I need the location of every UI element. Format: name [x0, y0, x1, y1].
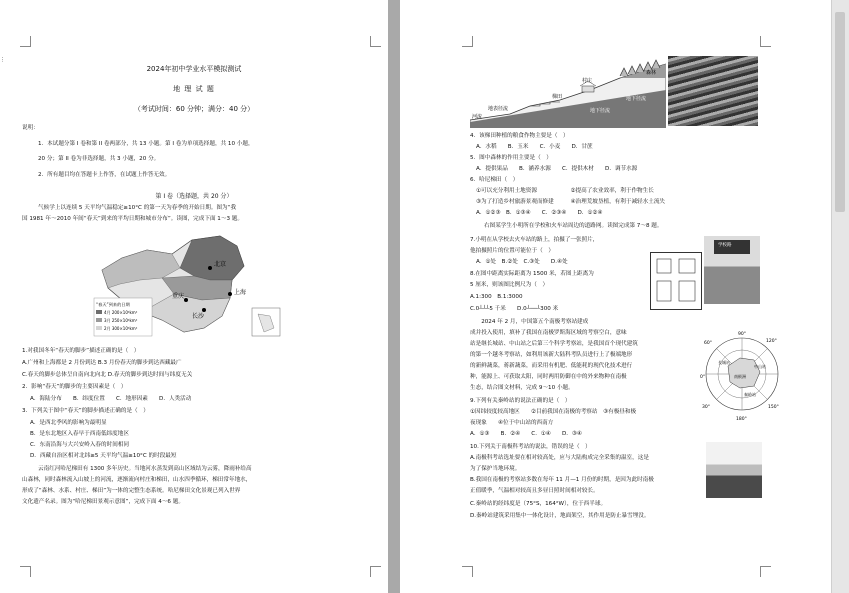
polar-label: 秦岭站 — [744, 392, 756, 397]
question-3-option-b: B．是东北地区入春早于西南低纬度地区 — [30, 431, 129, 437]
research-station-photo — [706, 442, 762, 498]
question-2: 2．影响“春天”的脚步的主要因素是（ ） — [22, 384, 127, 390]
map-label-beijing: 北京 — [214, 261, 227, 268]
intro-line: 气候学上以连续 5 天平均气温稳定≥10°C 的第一天为春季的开始日期。图为“我 — [38, 205, 237, 211]
polar-label: 60° — [704, 341, 712, 346]
exam-time-info: （考试时间：60 分钟；满分：40 分） — [133, 105, 255, 113]
polar-label: 南极洲 — [734, 374, 746, 379]
legend-title: “春天”到来的日期 — [96, 302, 130, 307]
polar-label: 150° — [768, 405, 779, 410]
question-9-options: A．①③ B．②④ C．①④ D．③④ — [470, 431, 582, 437]
city-marker — [208, 266, 212, 270]
question-10-option-b: B.我国在南极的考察站多数在每年 11 月—1 月份的时期，是因为此时南极 — [470, 477, 654, 483]
passage3-line: 种，能源上、可获取太阳，同时两用防御在中的外来物种在南极 — [470, 374, 627, 380]
question-10-option-a-cont: 为了保护当地环境。 — [470, 466, 521, 472]
polar-label: 中山站 — [754, 364, 766, 369]
question-6-line: ③为了打造乡村旅游景观而修建 ④治理荒坡垦植，有利于减轻水土流失 — [476, 199, 666, 205]
question-9-line: 夜现象 ④位于中山站的西南方 — [470, 420, 554, 426]
question-7-options: A．①处 B.②处 C.③处 D.④处 — [476, 259, 568, 265]
instructions-label: 说明： — [22, 125, 39, 131]
instruction-line: 1．本试题分第 I 卷和第 II 卷两部分，共 13 小题。第 I 卷为单项选择题，共 10 小题， — [38, 141, 254, 147]
instruction-line: 20 分；第 II 卷为非选择题，共 3 小题，20 分。 — [38, 156, 160, 162]
diagram-label-terrace: 梯田 — [552, 94, 563, 100]
legend-item: 2月 300×10⁴km² — [104, 326, 138, 331]
question-6-line: ①可以充分利用土地资源 ②提高了农业效率，利于作物生长 — [476, 188, 654, 194]
intro-line: 国 1981 年～2010 年间“春天”到来的平均日期和城市分布”。读图，完成下面 1～3 题。 — [22, 216, 243, 222]
scrollbar-thumb[interactable] — [835, 12, 845, 212]
legend-item: 4月 200×10⁴km² — [104, 310, 138, 315]
passage3-line: 站是继长城站、中山站之后第三个科学考察站，是我国首个现代建筑 — [470, 341, 638, 347]
question-8-line: 5 厘米，则该图比例尺为（ ） — [470, 282, 549, 288]
diagram-label-underground-runoff: 地下径流 — [626, 96, 647, 102]
question-6-options: A．①②③ B．①③④ C．②③④ D．①②④ — [476, 210, 603, 216]
question-5: 5．图中森林的作用主要是（ ） — [470, 155, 552, 161]
passage3-line: 的新鲜蔬菜，蒋新蔬菜，而采用有机肥、低能耗的现代化技术进行 — [470, 363, 633, 369]
terrace-photo — [668, 56, 758, 126]
scroll-indicator: ⋮ — [0, 57, 5, 63]
map-label-shanghai: 上海 — [234, 289, 247, 296]
instruction-line: 2．所有题目均在答题卡上作答，在试题上作答无效。 — [38, 172, 171, 178]
question-10: 10.下列关于南极科考站的说法，错误的是（ ） — [470, 444, 591, 450]
question-5-options: A．提供果品 B．涵养水源 C．提供木材 D．调节水源 — [476, 166, 638, 172]
question-8-options-ab: A.1:300 B.1:3000 — [470, 294, 523, 300]
polar-label: 120° — [766, 339, 777, 344]
city-marker — [228, 292, 232, 296]
question-10-option-d: D.秦岭站建筑采用集中一体化设计，地面架空，其作用是防止暴雪埋没。 — [470, 513, 650, 519]
question-8: 8.在图中距离实际距离为 1500 米，若图上距离为 — [470, 271, 594, 277]
question-10-option-b-cont: 正值暖季，气温相对较高且多昼日照时间相对较长。 — [470, 488, 599, 494]
question-10-option-c: C.秦岭站的经纬度是（75°S，164°W），位于西半球。 — [470, 501, 607, 507]
question-1-options-a: A.广州和上海都是 2 月份到达 B.3 月份春天的脚步到达西藏最广 — [22, 360, 182, 366]
city-marker — [202, 308, 206, 312]
crop-mark — [760, 566, 771, 577]
road-intro: 右图某学生小明所在学校和火车站周边的道路网。读图完成第 7～8 题。 — [484, 223, 663, 229]
question-2-options: A．海陆分布 B．纬度位置 C．地形因素 D．人类活动 — [30, 396, 192, 402]
polar-label: 90° — [738, 332, 746, 337]
map-label-changsha: 长沙 — [192, 313, 205, 320]
diagram-label-river: 河流 — [472, 114, 483, 120]
antarctic-polar-map — [700, 326, 784, 422]
question-8-options-cd: C.0┴┴┴5 千米 D.0┴──┴300 米 — [470, 306, 559, 312]
passage3-line: 的第一个越冬考察站，如利用该新大陆科考队员进行上了极端地形 — [470, 352, 633, 358]
diagram-label-surface-runoff: 地表径流 — [488, 106, 509, 112]
crop-mark — [370, 566, 381, 577]
china-spring-map — [92, 228, 284, 340]
city-marker — [184, 298, 188, 302]
question-3-option-a: A．是西北季风的影响为最明显 — [30, 420, 107, 426]
crop-mark — [370, 36, 381, 47]
question-3-option-d: D．西藏自治区相对北纬≥5 天平均气温≥10°C 的时段最短 — [30, 453, 177, 459]
passage3-line: 2024 年 2 月，中国第五个南极考察站建成 — [470, 319, 589, 325]
vertical-scrollbar[interactable] — [831, 0, 849, 593]
passage3-line: 成并投入使用，填补了我国在南极罗斯海区域的考察空白，意味 — [470, 330, 627, 336]
section-title: 第 I 卷（选择题，共 20 分） — [155, 193, 233, 200]
diagram-label-village: 村庄 — [582, 78, 593, 84]
passage-line: 文化遗产名录。图为“哈尼梯田景观示意图”，完成下面 4～6 题。 — [22, 499, 184, 505]
question-3: 3．下列关于图中“春天”的脚步描述正确的是（ ） — [22, 408, 149, 414]
passage3-line: 生态，结合图文材料，完成 9～10 小题。 — [470, 385, 574, 391]
crop-mark — [20, 566, 31, 577]
crop-mark — [462, 36, 473, 47]
road-grid-map — [650, 252, 702, 310]
question-6: 6．哈尼梯田（ ） — [470, 177, 519, 183]
polar-label: 30° — [702, 405, 710, 410]
crop-mark — [462, 566, 473, 577]
question-10-option-a: A.南极科考站选址要在相对较高处，应与大陆构成完全采集的温室，这是 — [470, 455, 649, 461]
question-9-line: ①因纬较度较高地区 ②目前我国在南极的考察站 ③有极昼和极 — [470, 409, 637, 415]
passage-line: 形成了“森林、水系、村庄、梯田”为一体的完整生态系统。哈尼梯田文化景观已列入世界 — [22, 488, 241, 494]
crop-mark — [20, 36, 31, 47]
question-1-options-c: C.春天的脚步总体呈自南向北向北 D.春天的脚步到达时间与纬度无关 — [22, 372, 193, 378]
map-label-chongqing: 重庆 — [172, 293, 185, 300]
road-sign — [714, 240, 750, 254]
passage-line: 云南红河哈尼梯田有 1300 多年历史。当地河水蒸发到高山区域结为云雾，降雨补给高 — [38, 466, 252, 472]
question-7: 7.小明在从学校去火车站的路上，拍摄了一张照片， — [470, 237, 599, 243]
question-9: 9.下列有关秦岭站的说法正确的是（ ） — [470, 398, 571, 404]
legend-item: 3月 250×10⁴km² — [104, 318, 138, 323]
page-two — [400, 0, 832, 593]
diagram-label-forest: 森林 — [646, 70, 657, 76]
crop-mark — [760, 36, 771, 47]
question-7-line: 他拍摄照片的位置可能位于（ ） — [470, 248, 554, 254]
exam-title: 2024年初中学业水平模拟测试 — [146, 65, 242, 73]
question-4: 4．该梯田种植的粮食作物主要是（ ） — [470, 133, 569, 139]
terrace-diagram — [470, 56, 666, 128]
page-one — [0, 0, 388, 593]
polar-label: 180° — [736, 417, 747, 422]
question-3-option-c: C．东南沿海与大兴安岭入春的时间相同 — [30, 442, 130, 448]
road-sign-text: 学校路 — [718, 243, 732, 248]
passage-line: 山森林，同时森林流入山坡上的河流，逐渐流向村庄和梯田，山水四季循环，梯田常年地水， — [22, 477, 252, 483]
road-photo — [704, 236, 760, 304]
polar-label: 长城站 — [718, 360, 730, 365]
question-4-options: A．水稻 B．玉米 C．小麦 D．甘蔗 — [476, 144, 593, 150]
exam-subject: 地 理 试 题 — [173, 85, 215, 93]
diagram-label-underground-runoff-2: 地下径流 — [590, 108, 611, 114]
polar-label: 0° — [700, 375, 706, 380]
question-1: 1.对我国冬年“春天的脚步”描述正确的是（ ） — [22, 348, 140, 354]
